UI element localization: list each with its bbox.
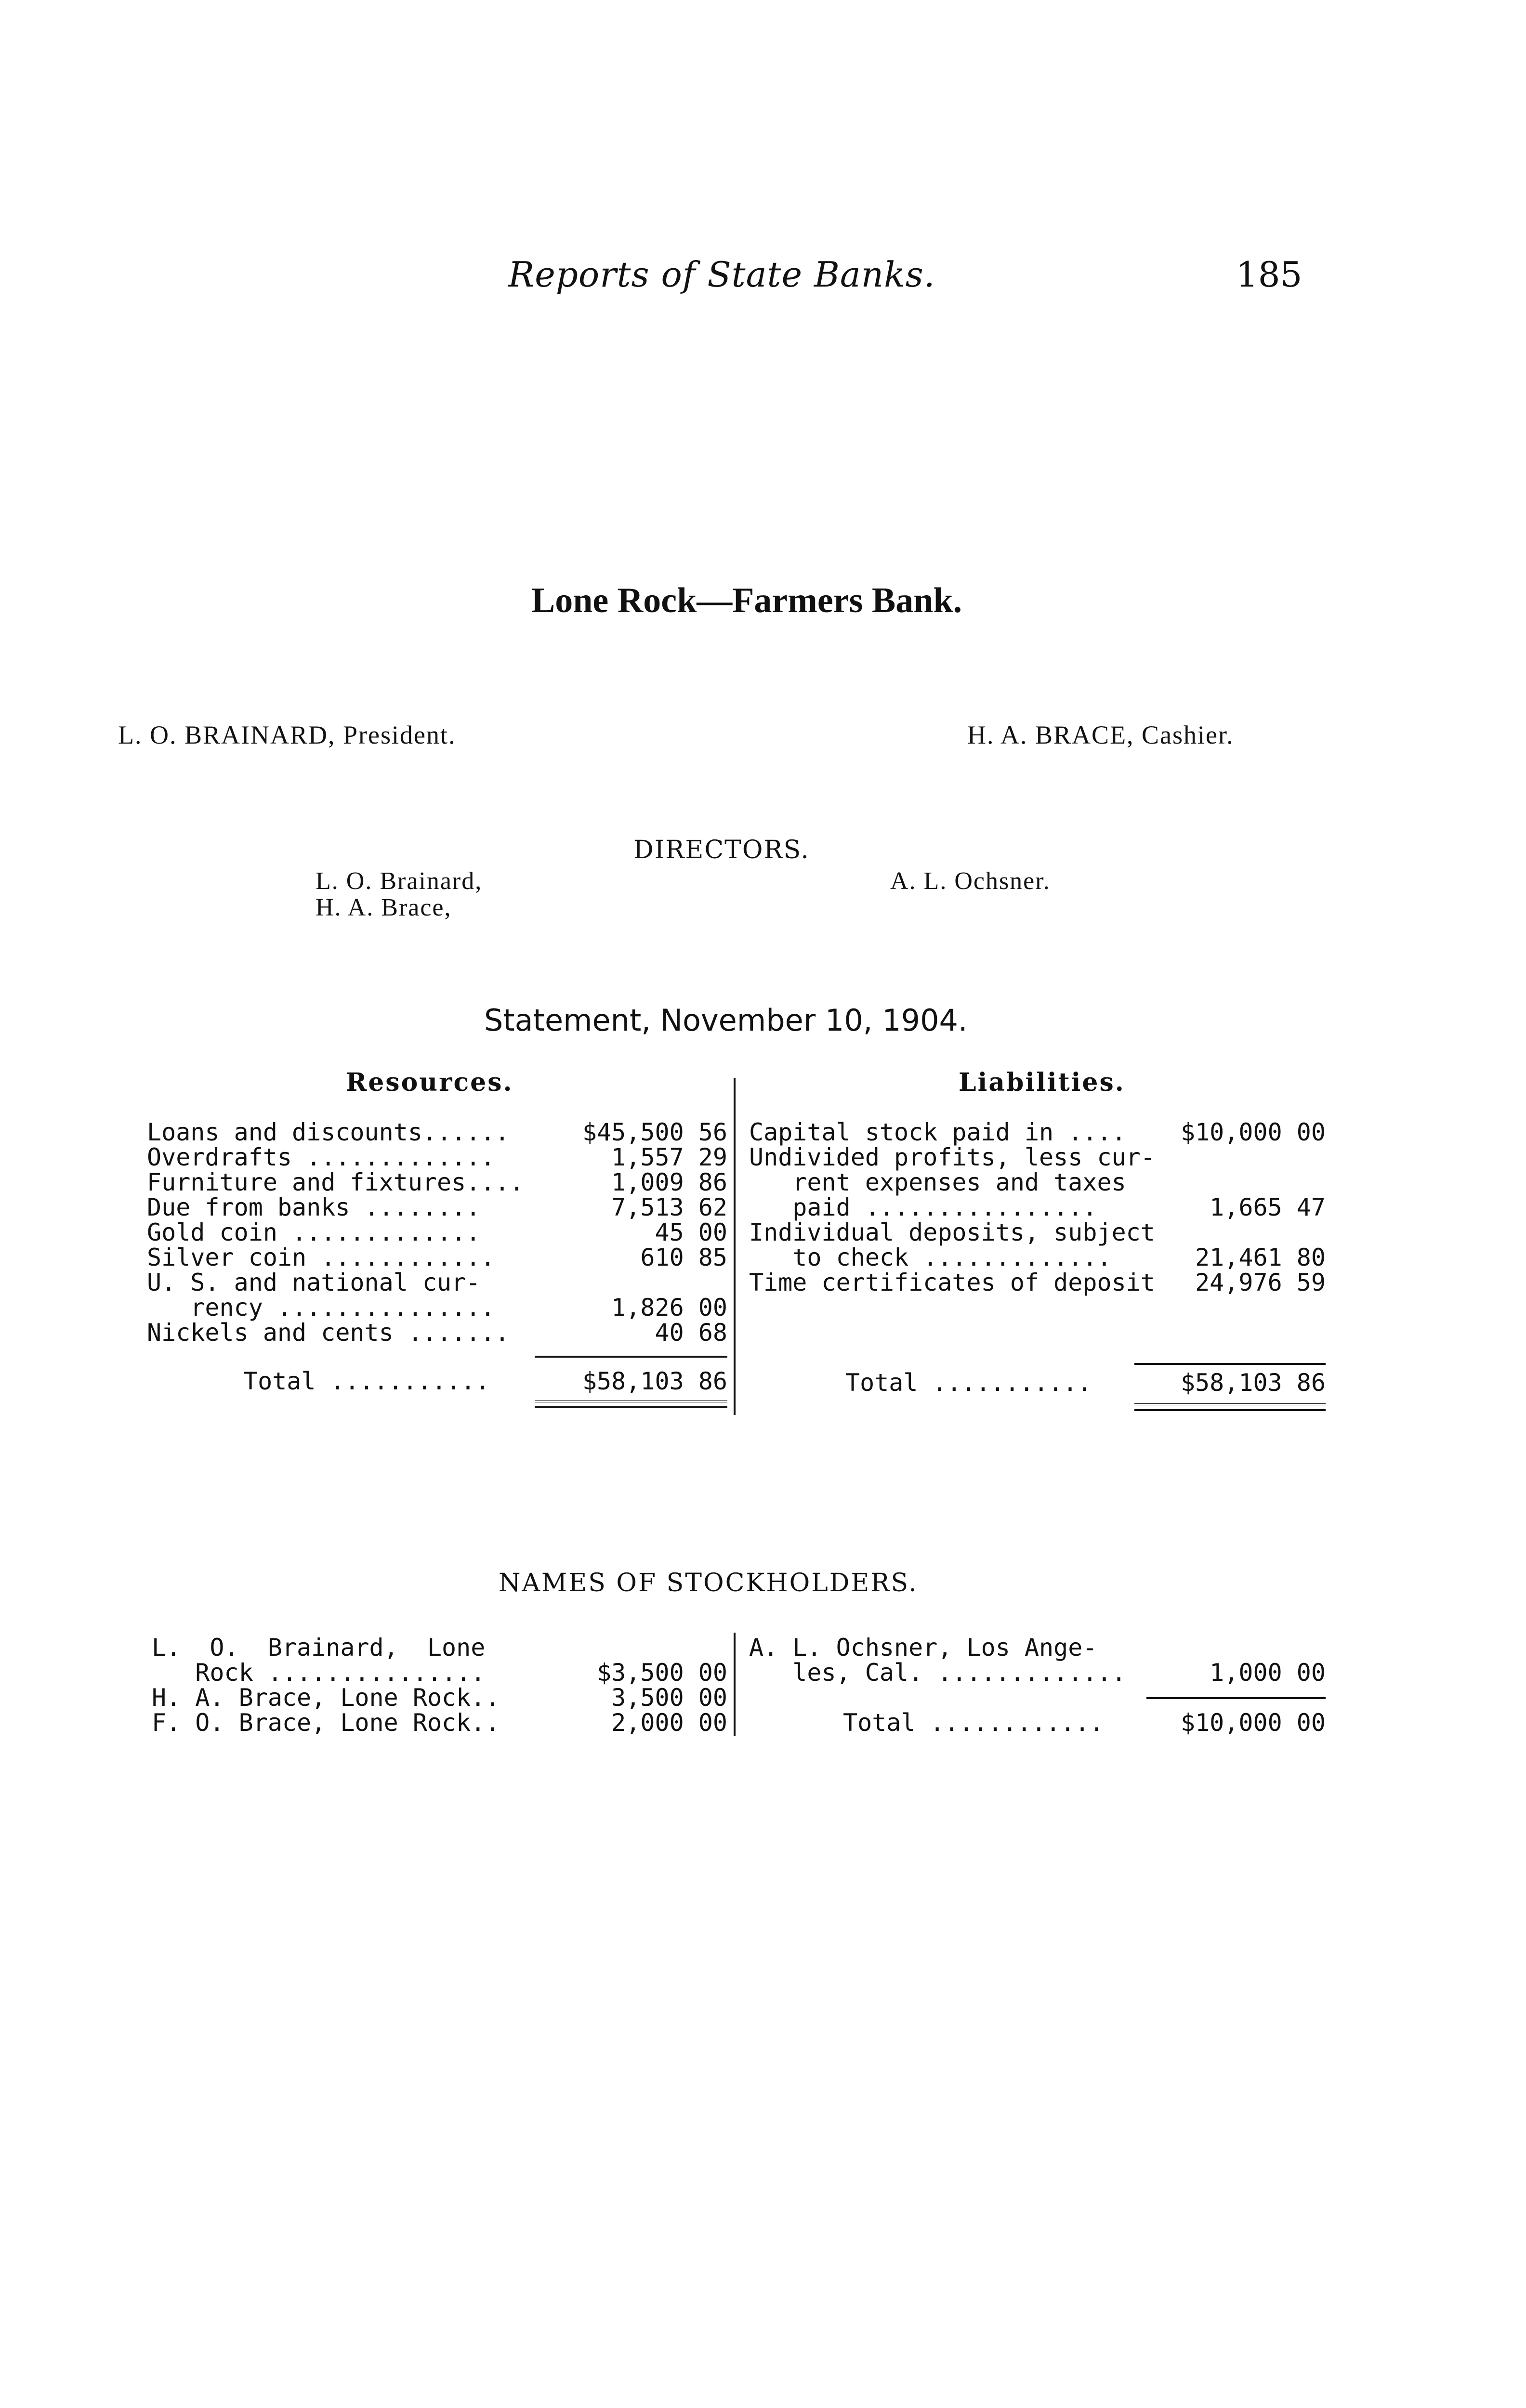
- resources-heading: Resources.: [346, 1068, 513, 1097]
- directors-heading: DIRECTORS.: [633, 836, 810, 864]
- total-rule: [1134, 1363, 1326, 1365]
- page-number: 185: [1236, 254, 1302, 295]
- president-line: L. O. BRAINARD, President.: [118, 720, 456, 749]
- total-rule: [1146, 1697, 1326, 1699]
- bank-title: Lone Rock—Farmers Bank.: [531, 581, 962, 620]
- double-rule: [535, 1400, 727, 1408]
- director-name: H. A. Brace,: [316, 894, 452, 921]
- director-name: L. O. Brainard,: [316, 867, 483, 895]
- running-title: Reports of State Banks.: [508, 254, 935, 295]
- column-divider: [734, 1633, 736, 1736]
- statement-title: Statement, November 10, 1904.: [484, 1003, 968, 1038]
- liabilities-heading: Liabilities.: [959, 1068, 1125, 1097]
- column-divider: [734, 1078, 736, 1415]
- director-name: A. L. Ochsner.: [890, 867, 1051, 895]
- double-rule: [1134, 1403, 1326, 1411]
- cashier-line: H. A. BRACE, Cashier.: [967, 720, 1234, 749]
- total-rule: [535, 1356, 727, 1358]
- stockholders-heading: NAMES OF STOCKHOLDERS.: [499, 1569, 918, 1597]
